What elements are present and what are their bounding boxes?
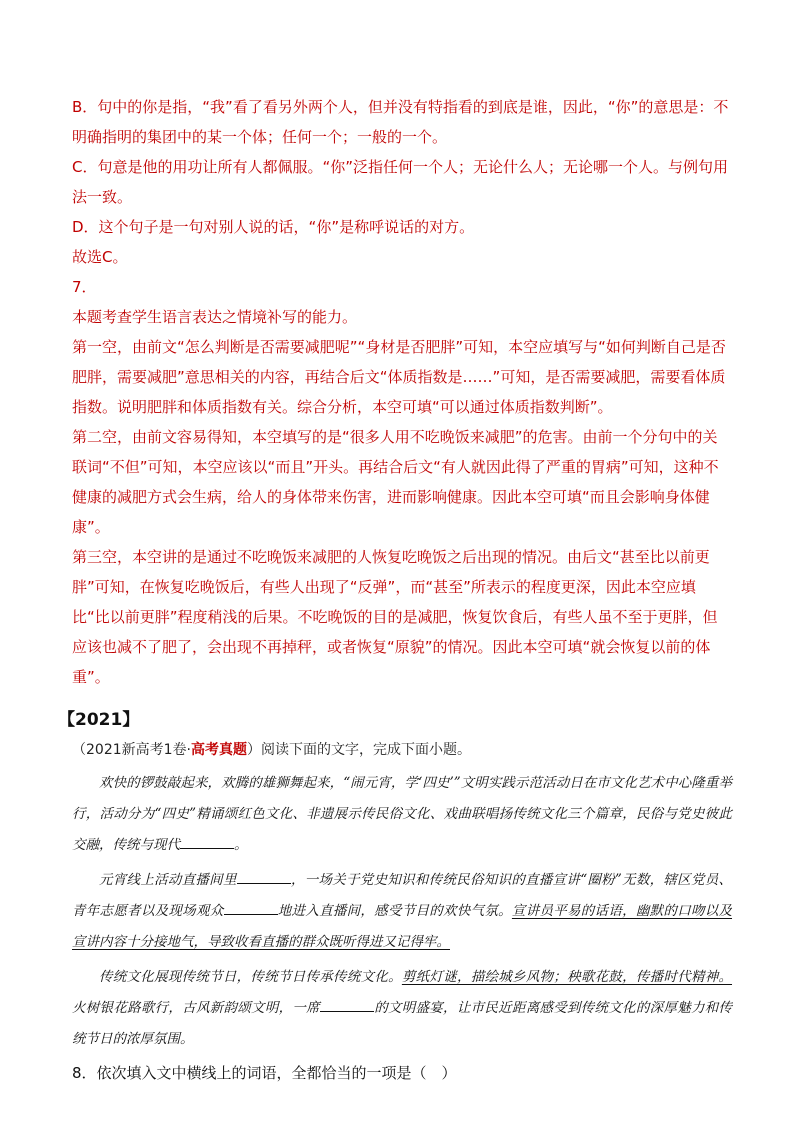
passage-paragraph-3 [72, 962, 732, 1055]
passage-paragraph-1 [72, 768, 732, 861]
fill-blank-3 [224, 900, 278, 915]
source-tag: 高考真题 [191, 742, 247, 758]
option-d-explanation: D．这个句子是一句对别人说的话，“你”是称呼说话的对方。 [72, 218, 475, 236]
underlined-sentence-1: 宣讲员平易的话语，幽默的口吻以及宣讲内容十分接地气，导致收看直播的群众既听得进又记得牢。 [72, 903, 733, 950]
fill-blank-4 [320, 997, 374, 1012]
option-c-explanation: C．句意是他的用功让所有人都佩服。“你”泛指任何一个人；无论什么人；无论哪一个人。与例句用法一致。 [72, 158, 729, 206]
passage-2-text-a: 元宵线上活动直播间里 [99, 872, 237, 888]
passage-1-text: 欢快的锣鼓敲起来，欢腾的雄狮舞起来，“闹元宵，学‘四史’”文明实践示范活动日在市文化艺术中心隆重举行，活动分为“四史”精诵颂红色文化、非遗展示传民俗文化、戏曲联唱扬传统文化三个篇章，民俗与党史彼此交融，传统与现代 [72, 775, 732, 853]
question-7-intro: 本题考查学生语言表达之情境补写的能力。 [72, 308, 358, 326]
document-page [58, 92, 733, 1087]
question-7-second-blank: 第二空，由前文容易得知，本空填写的是“很多人用不吃晚饭来减肥”的危害。由前一个分句中的关联词“不但”可知，本空应该以“而且”开头。再结合后文“有人就因此得了严重的胃病”可知，这种不健康的减肥方式会生病，给人的身体带来伤害，进而影响健康。因此本空可填“而且会影响身体健康”。 [72, 428, 719, 536]
source-line [72, 738, 732, 762]
source-suffix: ）阅读下面的文字，完成下面小题。 [247, 742, 471, 758]
conclusion: 故选C。 [72, 248, 128, 266]
question-7-first-blank: 第一空，由前文“怎么判断是否需要减肥呢”“身材是否肥胖”可知，本空应填写与“如何判断自己是否肥胖，需要减肥”意思相关的内容，再结合后文“体质指数是……”可知，是否需要减肥，需要看体质指数。说明肥胖和体质指数有关。综合分析，本空可填“可以通过体质指数判断”。 [72, 338, 726, 416]
fill-blank-2 [237, 869, 291, 884]
section-year-heading: 【2021】 [58, 710, 140, 730]
passage-2-text-b: ，一场关于党史知识和传统民俗知识的直播宣讲“圈粉”无数，辖区党员、青年志愿者以及现场观众 [72, 872, 732, 919]
passage-1-end: 。 [234, 837, 248, 853]
option-b-explanation: B．句中的你是指，“我”看了看另外两个人，但并没有特指看的到底是谁，因此，“你”的意思是：不明确指明的集团中的某一个体；任何一个；一般的一个。 [72, 98, 729, 146]
passage-2-text-c: 地进入直播间，感受节目的欢快气氛。 [277, 903, 512, 919]
question-7-third-blank: 第三空，本空讲的是通过不吃晚饭来减肥的人恢复吃晚饭之后出现的情况。由后文“甚至比以前更胖”可知，在恢复吃晚饭后，有些人出现了“反弹”，而“甚至”所表示的程度更深，因此本空应填比“比以前更胖”程度稍浅的后果。不吃晚饭的目的是减肥，恢复饮食后，有些人虽不至于更胖，但应该也减不了肥了，会出现不再掉秤，或者恢复“原貌”的情况。因此本空可填“就会恢复以前的体重”。 [72, 548, 718, 686]
question-7-number: 7． [72, 278, 97, 296]
passage-3-text-b: 火树银花路歌行，古风新韵颂文明，一席 [72, 1000, 320, 1016]
underlined-sentence-2: 剪纸灯谜，描绘城乡风物；秧歌花鼓，传播时代精神。 [401, 969, 733, 985]
source-prefix: （2021新高考1卷· [72, 742, 191, 758]
question-8: 8．依次填入文中横线上的词语，全都恰当的一项是（ ） [72, 1064, 457, 1082]
passage-3-text-a: 传统文化展现传统节日，传统节日传承传统文化。 [99, 969, 402, 985]
passage-3-text-c: 的文明盛宴，让市民近距离感受到传统文化的深厚魅力和传统节日的浓厚氛围。 [72, 1000, 733, 1047]
passage-paragraph-2 [72, 865, 732, 958]
fill-blank-1 [180, 834, 234, 849]
